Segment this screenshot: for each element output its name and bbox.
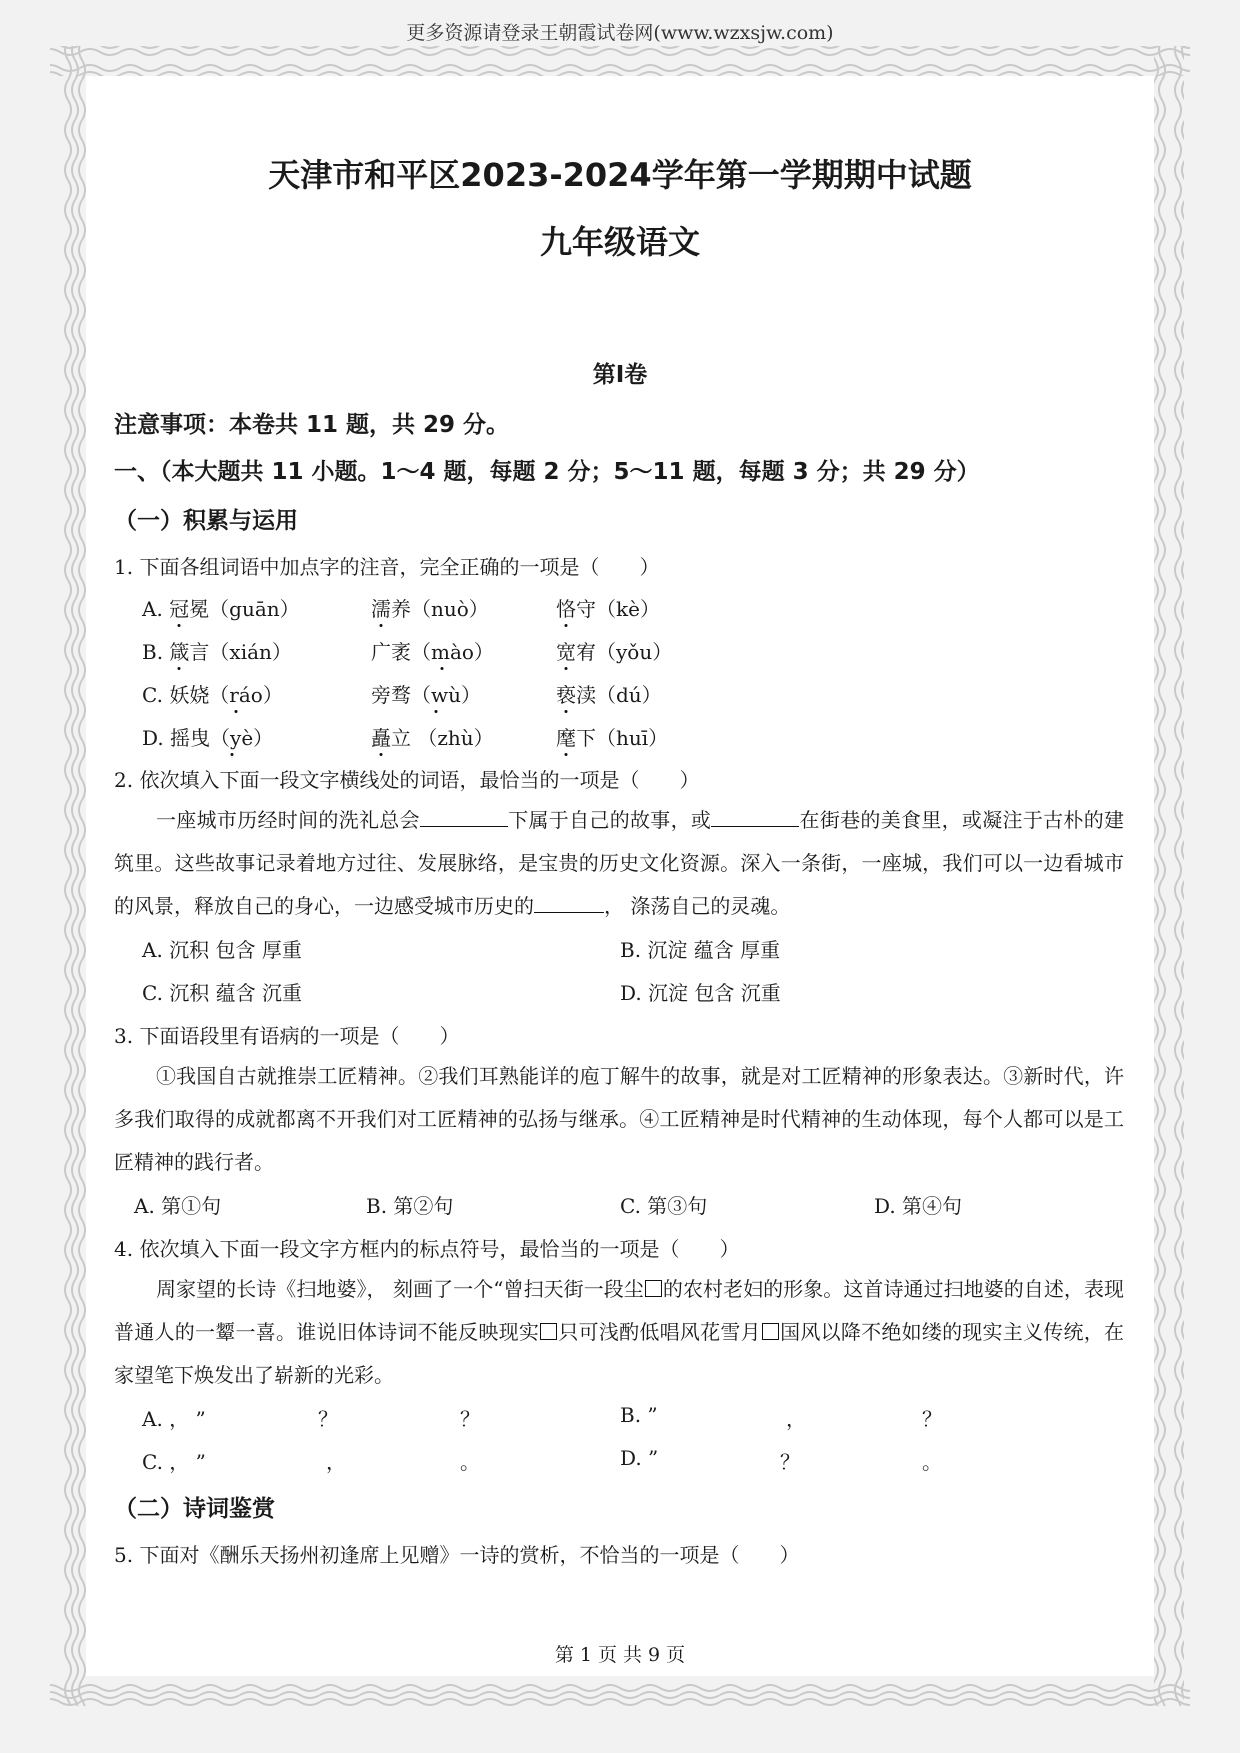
watermark-header: 更多资源请登录王朝霞试卷网(www.wzxsjw.com) — [406, 22, 834, 44]
q1-option-b: B. 箴言（xián） — [142, 640, 292, 664]
q1-option-d-word2: 矗立 （zhù） — [371, 726, 494, 750]
exam-title: 天津市和平区2023-2024学年第一学期期中试题 — [268, 156, 972, 194]
q4-option-b: B. ” — [620, 1403, 658, 1427]
q3-stem: 3. 下面语段里有语病的一项是（ ） — [114, 1024, 460, 1048]
q2-blank-3 — [534, 894, 604, 913]
q4-option-c-mark2: ， — [326, 1450, 346, 1474]
q2-blank-1 — [420, 808, 508, 827]
q1-option-c: C. 妖娆（ráo） — [142, 683, 283, 707]
q3-option-c: C. 第③句 — [620, 1194, 708, 1218]
part-heading: 第Ⅰ卷 — [592, 362, 648, 388]
q4-option-a-mark2: ？ — [318, 1407, 338, 1431]
q1-option-d-word3: 麾下（huī） — [556, 726, 669, 750]
q1-option-b-word3: 宽宥（yǒu） — [556, 640, 673, 664]
q2-passage: 一座城市历经时间的洗礼总会 下属于自己的故事，或 在街巷的美食里，或凝注于古朴的建筑里。这些故事记录着地方过往、发展脉络，是宝贵的历史文化资源。深入一条街，一座城，我们可以一边看城市的风景，释放自己的身心，一边感受城市历史的 ， 涤荡自己的灵魂。 — [114, 808, 1125, 918]
q2-option-b: B. 沉淀 蕴含 厚重 — [620, 938, 781, 962]
q1-option-a-word3: 恪守（kè） — [556, 597, 660, 621]
section-one-heading: 一、（本大题共 11 小题。1～4 题，每题 2 分；5～11 题，每题 3 分；共 29 分） — [114, 459, 980, 485]
q2-stem: 2. 依次填入下面一段文字横线处的词语，最恰当的一项是（ ） — [114, 768, 700, 792]
q4-option-c: C. ， ” — [142, 1450, 206, 1474]
q1-option-c-word2: 旁骛（wù） — [371, 683, 481, 707]
q1-option-d: D. 摇曳（yè） — [142, 726, 274, 750]
q3-option-a: A. 第①句 — [134, 1194, 222, 1218]
q1-stem: 1. 下面各组词语中加点字的注音，完全正确的一项是（ ） — [114, 555, 660, 579]
q2-option-d: D. 沉淀 包含 沉重 — [620, 981, 781, 1005]
q4-option-b-mark3: ？ — [922, 1407, 942, 1431]
notice-text: 注意事项：本卷共 11 题，共 29 分。 — [114, 412, 510, 438]
page-footer: 第 1 页 共 9 页 — [554, 1644, 686, 1666]
q1-option-c-word3: 亵渎（dú） — [556, 683, 662, 707]
q4-option-a-mark3: ？ — [460, 1407, 480, 1431]
q3-passage: ①我国自古就推崇工匠精神。②我们耳熟能详的庖丁解牛的故事，就是对工匠精神的形象表达。③新时代，许多我们取得的成就都离不开我们对工匠精神的弘扬与继承。④工匠精神是时代精神的生动体现，每个人都可以是工匠精神的践行者。 — [114, 1064, 1124, 1174]
q3-option-b: B. 第②句 — [366, 1194, 454, 1218]
q4-option-d: D. ” — [620, 1446, 659, 1470]
q5-stem: 5. 下面对《酬乐天扬州初逢席上见赠》一诗的赏析，不恰当的一项是（ ） — [114, 1543, 800, 1567]
q3-option-d: D. 第④句 — [874, 1194, 963, 1218]
q4-stem: 4. 依次填入下面一段文字方框内的标点符号，最恰当的一项是（ ） — [114, 1237, 740, 1261]
q4-box-2 — [540, 1323, 557, 1340]
q4-option-c-mark3: 。 — [460, 1450, 480, 1474]
q4-option-d-mark2: ？ — [780, 1450, 800, 1474]
q4-box-3 — [762, 1323, 779, 1340]
q4-passage: 周家望的长诗《扫地婆》， 刻画了一个“曾扫天街一段尘 的农村老妇的形象。这首诗通过扫地婆的自述，表现普通人的一颦一喜。谁说旧体诗词不能反映现实 只可浅酌低唱风花雪月 国风以降不绝如缕的现实主义传统，在家望笔下焕发出了崭新的光彩。 — [114, 1277, 1125, 1387]
q1-option-a: A. 冠冕（guān） — [142, 597, 300, 621]
q2-option-a: A. 沉积 包含 厚重 — [142, 938, 302, 962]
q4-box-1 — [645, 1280, 662, 1297]
exam-subtitle: 九年级语文 — [539, 223, 700, 261]
q2-option-c: C. 沉积 蕴含 沉重 — [142, 981, 303, 1005]
q4-option-d-mark3: 。 — [922, 1450, 942, 1474]
q4-option-b-mark2: ， — [786, 1407, 806, 1431]
q1-option-a-word2: 濡养（nuò） — [371, 597, 489, 621]
q4-option-a: A. ， ” — [142, 1407, 206, 1431]
q1-option-b-word2: 广袤（mào） — [371, 640, 494, 664]
subsection-poetry: （二）诗词鉴赏 — [114, 1496, 275, 1522]
q2-blank-2 — [711, 808, 799, 827]
subsection-accumulation: （一）积累与运用 — [114, 508, 298, 534]
